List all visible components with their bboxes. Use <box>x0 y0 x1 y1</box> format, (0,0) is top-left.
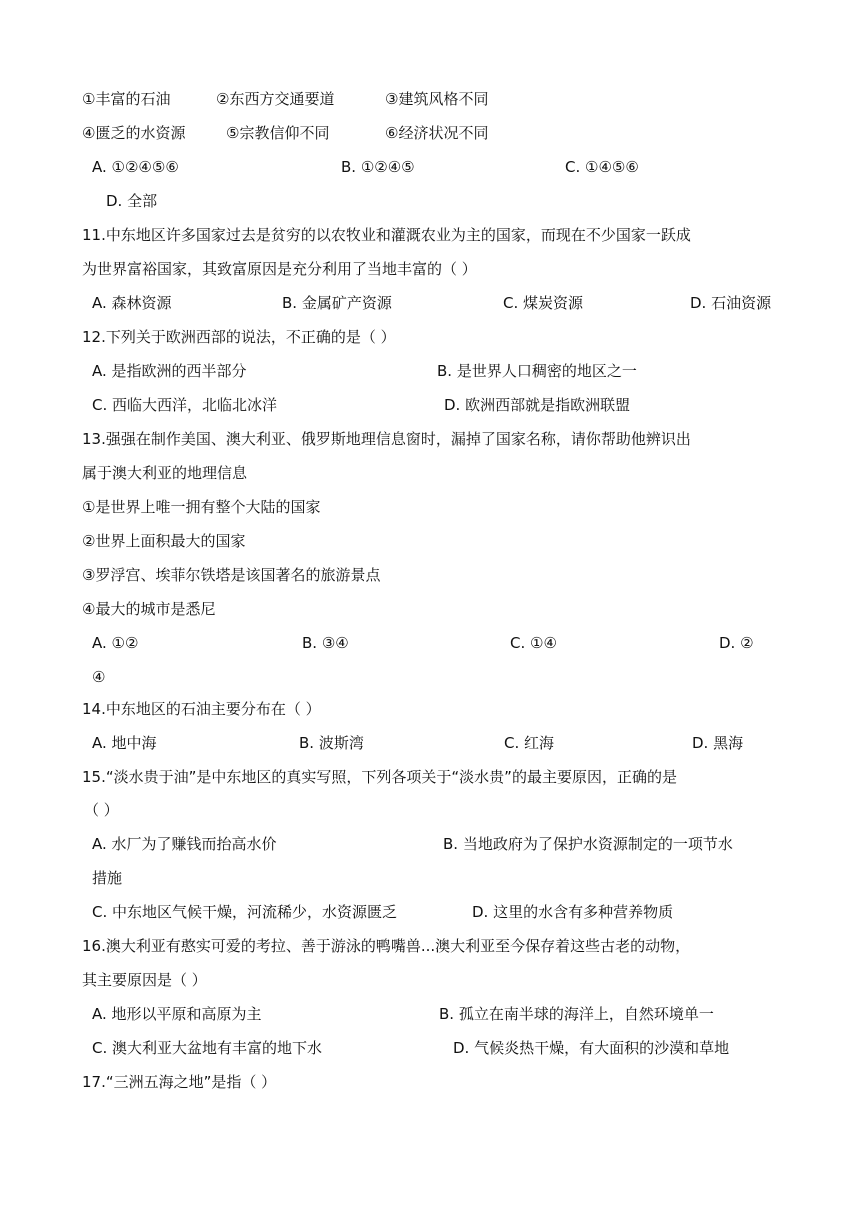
q14-option-d[interactable]: D. 黑海 <box>692 734 744 752</box>
q16-option-c[interactable]: C. 澳大利亚大盆地有丰富的地下水 <box>92 1039 323 1057</box>
q11-option-b[interactable]: B. 金属矿产资源 <box>282 294 392 312</box>
q13-item-3: ③罗浮宫、埃菲尔铁塔是该国著名的旅游景点 <box>82 566 381 584</box>
q10-item-6: ⑥经济状况不同 <box>385 124 489 142</box>
q14-option-c[interactable]: C. 红海 <box>504 734 555 752</box>
q15-option-a[interactable]: A. 水厂为了赚钱而抬高水价 <box>92 835 277 853</box>
q11-stem-line1: 11.中东地区许多国家过去是贫穷的以农牧业和灌溉农业为主的国家，而现在不少国家一跃成 <box>82 226 691 244</box>
q10-option-c[interactable]: C. ①④⑤⑥ <box>565 158 639 176</box>
q17-stem: 17.“三洲五海之地”是指（ ） <box>82 1073 277 1091</box>
q10-item-1: ①丰富的石油 <box>82 90 171 108</box>
q13-option-c[interactable]: C. ①④ <box>510 634 557 652</box>
q11-option-c[interactable]: C. 煤炭资源 <box>503 294 584 312</box>
q16-option-b[interactable]: B. 孤立在南半球的海洋上，自然环境单一 <box>439 1005 714 1023</box>
q14-option-b[interactable]: B. 波斯湾 <box>299 734 364 752</box>
q13-option-d-wrap: ④ <box>92 668 106 686</box>
q14-option-a[interactable]: A. 地中海 <box>92 734 157 752</box>
q12-option-c[interactable]: C. 西临大西洋，北临北冰洋 <box>92 396 278 414</box>
q13-item-2: ②世界上面积最大的国家 <box>82 532 246 550</box>
q13-stem-line2: 属于澳大利亚的地理信息 <box>82 464 248 482</box>
q13-option-d[interactable]: D. ② <box>719 634 754 652</box>
q13-option-b[interactable]: B. ③④ <box>302 634 349 652</box>
q12-option-d[interactable]: D. 欧洲西部就是指欧洲联盟 <box>444 396 631 414</box>
q11-stem-line2: 为世界富裕国家，其致富原因是充分利用了当地丰富的（ ） <box>82 260 477 278</box>
q15-option-b-wrap: 措施 <box>92 869 123 887</box>
q16-stem-line2: 其主要原因是（ ） <box>82 971 207 989</box>
q10-item-4: ④匮乏的水资源 <box>82 124 186 142</box>
q15-option-b[interactable]: B. 当地政府为了保护水资源制定的一项节水 <box>443 835 733 853</box>
q15-stem-line2: （ ） <box>84 801 119 819</box>
q16-stem-line1: 16.澳大利亚有憨实可爱的考拉、善于游泳的鸭嘴兽...澳大利亚至今保存着这些古老的动物， <box>82 937 691 955</box>
q13-item-4: ④最大的城市是悉尼 <box>82 600 216 618</box>
q10-item-2: ②东西方交通要道 <box>216 90 335 108</box>
q13-option-a[interactable]: A. ①② <box>92 634 139 652</box>
q13-item-1: ①是世界上唯一拥有整个大陆的国家 <box>82 498 321 516</box>
q10-item-3: ③建筑风格不同 <box>385 90 489 108</box>
q15-option-d[interactable]: D. 这里的水含有多种营养物质 <box>472 903 674 921</box>
q15-stem-line1: 15.“淡水贵于油”是中东地区的真实写照，下列各项关于“淡水贵”的最主要原因，正确的是 <box>82 768 677 786</box>
q14-stem: 14.中东地区的石油主要分布在（ ） <box>82 700 321 718</box>
q16-option-a[interactable]: A. 地形以平原和高原为主 <box>92 1005 262 1023</box>
q16-option-d[interactable]: D. 气候炎热干燥，有大面积的沙漠和草地 <box>453 1039 730 1057</box>
q11-option-d[interactable]: D. 石油资源 <box>690 294 772 312</box>
q10-option-b[interactable]: B. ①②④⑤ <box>341 158 415 176</box>
q12-stem: 12.下列关于欧洲西部的说法，不正确的是（ ） <box>82 328 396 346</box>
q12-option-a[interactable]: A. 是指欧洲的西半部分 <box>92 362 247 380</box>
q13-stem-line1: 13.强强在制作美国、澳大利亚、俄罗斯地理信息窗时，漏掉了国家名称，请你帮助他辨识出 <box>82 430 691 448</box>
q10-option-a[interactable]: A. ①②④⑤⑥ <box>92 158 179 176</box>
q15-option-c[interactable]: C. 中东地区气候干燥，河流稀少，水资源匮乏 <box>92 903 398 921</box>
q11-option-a[interactable]: A. 森林资源 <box>92 294 172 312</box>
q10-item-5: ⑤宗教信仰不同 <box>226 124 330 142</box>
q12-option-b[interactable]: B. 是世界人口稠密的地区之一 <box>437 362 637 380</box>
q10-option-d[interactable]: D. 全部 <box>106 192 158 210</box>
